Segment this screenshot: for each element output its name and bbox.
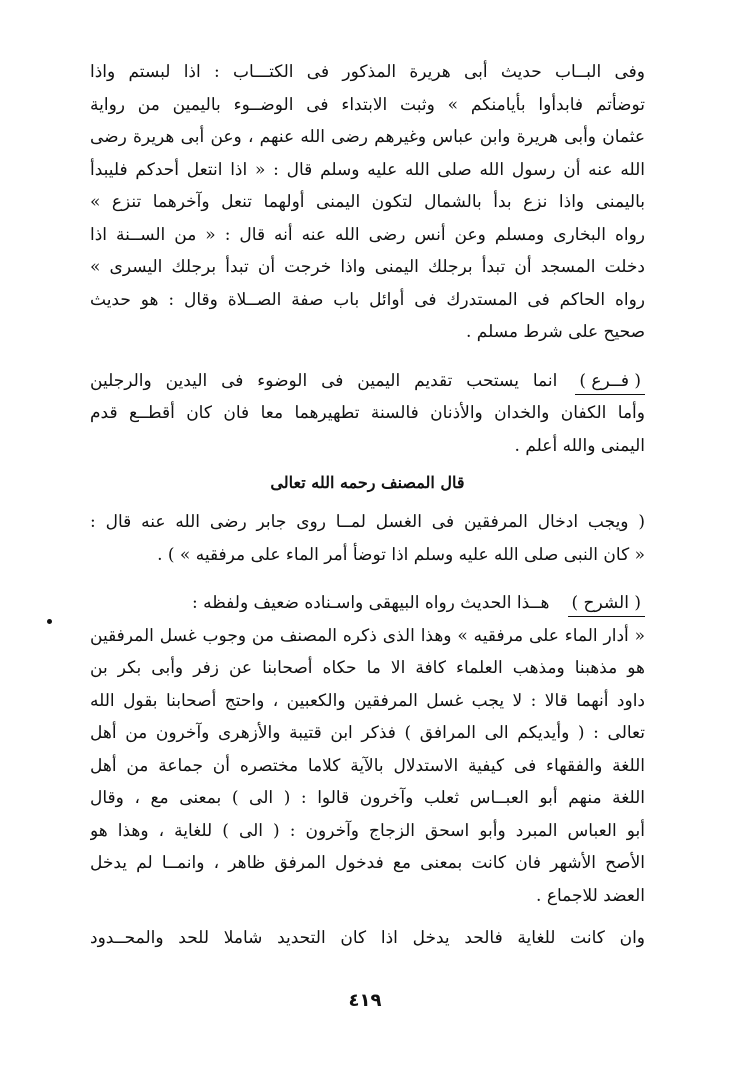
section-lead-far: ( فــرع ) [575, 368, 645, 395]
text-line: ( ويجب ادخال المرفقين فى الغسل لمــا روى جابر رضى الله عنه قال : [90, 512, 645, 532]
text-line: وان كانت للغاية فالحد يدخل اذا كان التحديد شاملا للحد والمحــدود [90, 928, 645, 948]
text-segment: انما يستحب تقديم اليمين فى الوضوء فى اليدين والرجلين [90, 370, 558, 391]
text-line: العضد للاجماع . [536, 885, 645, 906]
text-line: داود أنهما قالا : لا يجب غسل المرفقين والكعبين ، واحتج أصحابنا بقول الله [90, 690, 645, 711]
text-line: اللغة منهم أبو العبــاس ثعلب وآخرون قالوا : ( الى ) بمعنى مع ، وقال [90, 788, 645, 808]
paragraph-matn [90, 506, 645, 571]
text-line: اليمنى والله أعلم . [514, 435, 645, 456]
text-line: أبو العباس المبرد وأبو اسحق الزجاج وآخرون : ( الى ) للغاية ، وهذا هو [90, 820, 645, 841]
text-line: « كان النبى صلى الله عليه وسلم اذا توضأ أمر الماء على مرفقيه » ) . [157, 544, 645, 565]
text-line: وفى البــاب حديث أبى هريرة المذكور فى الكتـــاب : اذا لبستم واذا [90, 62, 645, 82]
text-line: رواه البخارى ومسلم وعن أنس رضى الله عنه أنه قال : « من الســنة اذا [90, 224, 645, 245]
text-line: وأما الكفان والخدان والأذنان فالسنة تطهيرهما معا فان كان أقطــع قدم [90, 403, 645, 423]
page-number: ٤١٩ [348, 990, 382, 1011]
text-line: صحيح على شرط مسلم . [465, 322, 645, 342]
section-heading: قال المصنف رحمه الله تعالى [270, 473, 465, 492]
paragraph-sharh [90, 587, 645, 912]
paragraph-far [90, 365, 645, 463]
text-line: رواه الحاكم فى المستدرك فى أوائل باب صفة الصــلاة وقال : هو حديث [90, 289, 645, 310]
text-line: الأصح الأشهر فان كانت بمعنى مع فدخول المرفق ظاهر ، وانمــا لم يدخل [90, 853, 645, 873]
text-line [90, 365, 645, 398]
text-line: باليمنى واذا نزع بدأ بالشمال لتكون اليمنى أولهما تنعل وآخرهما تنزع » [90, 192, 645, 212]
paragraph-hadith-abu-hurairah [90, 56, 645, 349]
section-lead-sharh: ( الشرح ) [568, 590, 646, 617]
text-line [90, 587, 645, 620]
text-line: هو مذهبنا ومذهب العلماء كافة الا ما حكاه أصحابنا عن زفر وأبى بكر بن [90, 658, 645, 678]
text-segment: هــذا الحديث رواه البيهقى واسـناده ضعيف ولفظه : [191, 593, 550, 613]
text-line: « أدار الماء على مرفقيه » وهذا الذى ذكره المصنف من وجوب غسل المرفقين [90, 625, 645, 646]
page-body [90, 56, 645, 955]
text-line: دخلت المسجد أن تبدأ برجلك اليمنى واذا خرجت أن تبدأ برجلك اليسرى » [90, 257, 645, 277]
text-line: تعالى : ( وأيديكم الى المرافق ) فذكر ابن قتيبة والأزهرى وآخرون من أهل [90, 723, 645, 743]
margin-dot [47, 619, 52, 624]
text-line: توضأتم فابدأوا بأيامنكم » وثبت الابتداء فى الوضــوء باليمين من رواية [90, 94, 645, 115]
paragraph-continuation [90, 922, 645, 955]
text-line: الله عنه أن رسول الله صلى الله عليه وسلم قال : « اذا انتعل أحدكم فليبدأ [90, 159, 645, 180]
text-line: عثمان وأبى هريرة وابن عباس وغيرهم رضى الله عنهم ، وعن أبى هريرة رضى [90, 127, 645, 147]
text-line: اللغة والفقهاء فى كيفية الاستدلال بالآية كلاما مختصره أن جماعة من أهل [90, 755, 645, 776]
